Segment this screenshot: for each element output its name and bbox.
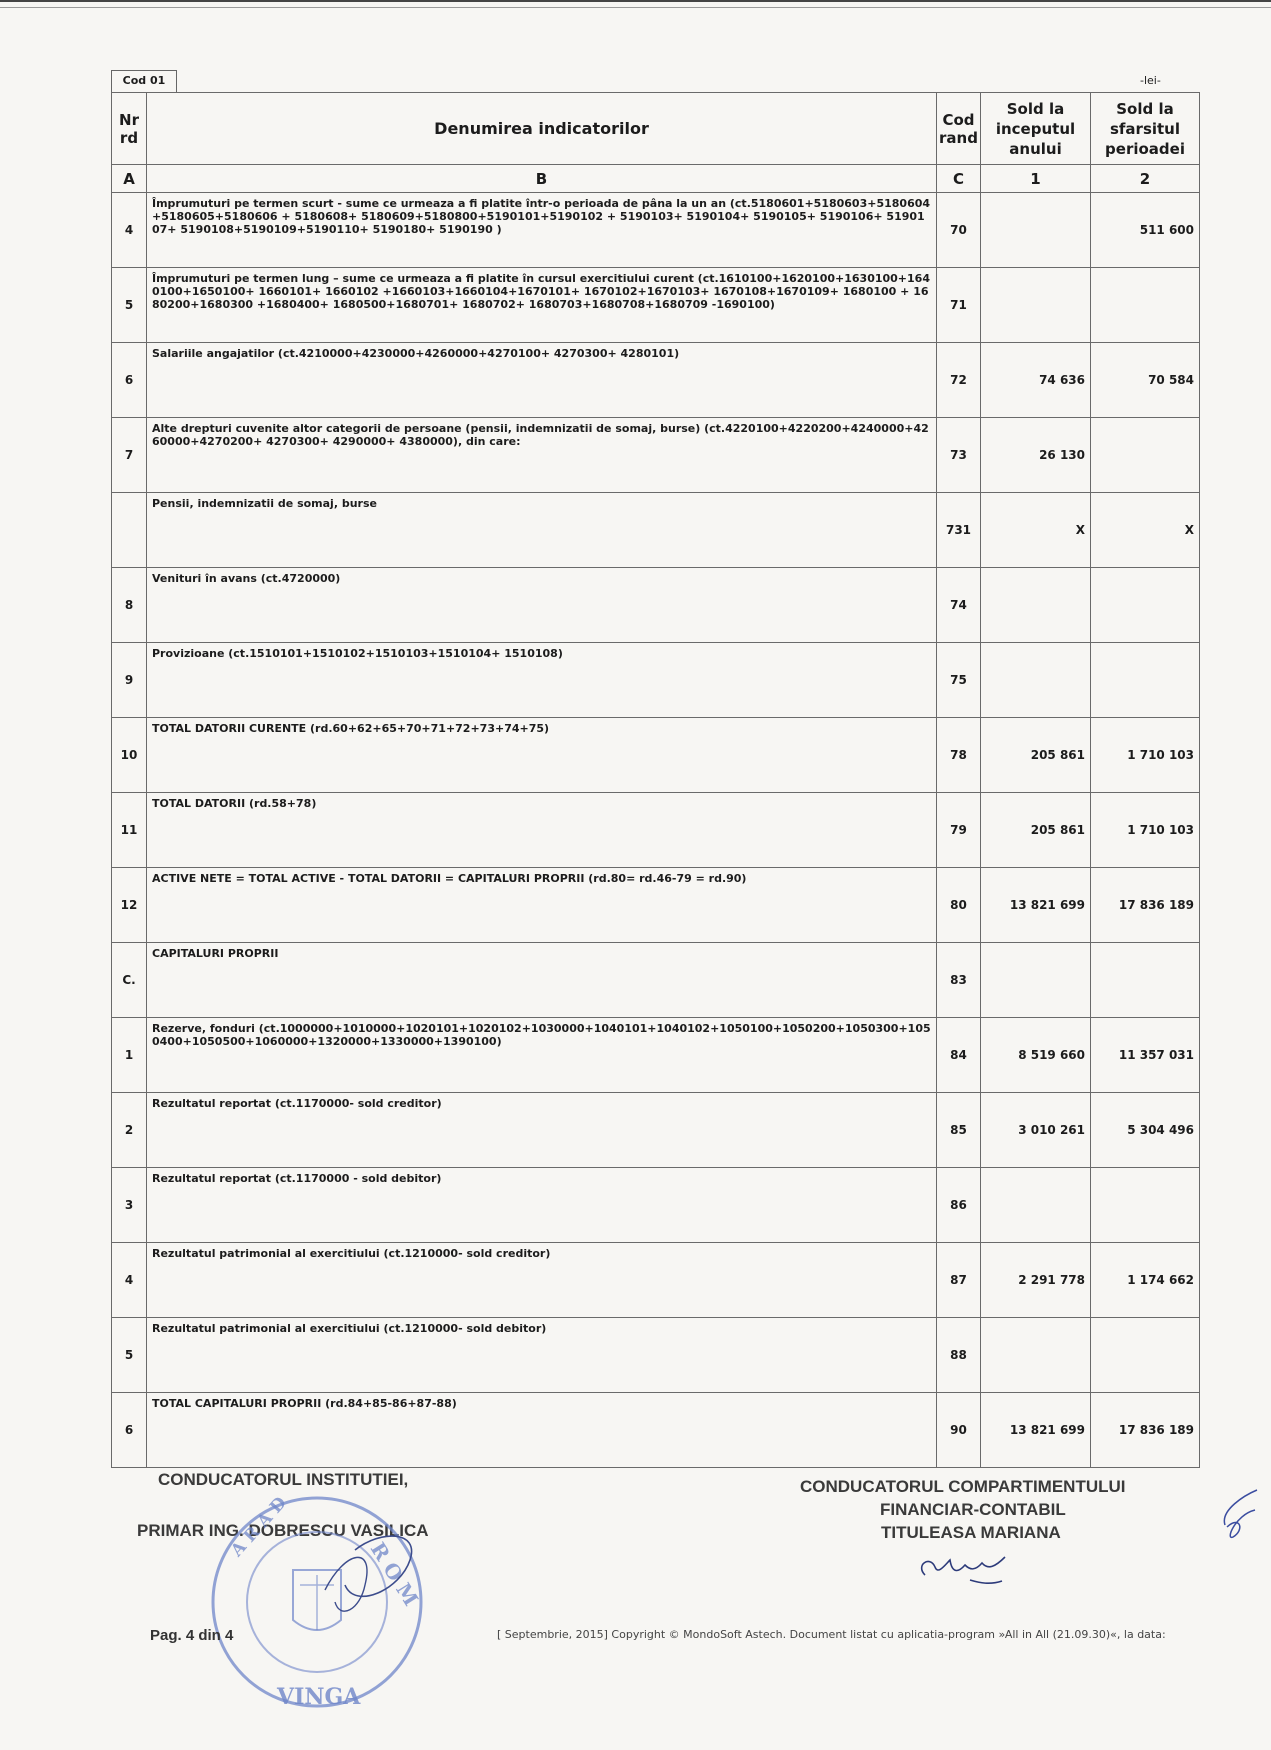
row-code: 88 — [937, 1318, 981, 1393]
row-sold-end — [1091, 1168, 1200, 1243]
row-sold-end — [1091, 268, 1200, 343]
svg-text:R O M: R O M — [365, 1537, 424, 1611]
row-sold-start: 13 821 699 — [981, 868, 1091, 943]
row-description: Salariile angajatilor (ct.4210000+4230000+4260000+4270100+ 4270300+ 4280101) — [147, 343, 937, 418]
row-sold-start: X — [981, 493, 1091, 568]
row-sold-start — [981, 943, 1091, 1018]
row-sold-start — [981, 568, 1091, 643]
row-sold-start: 13 821 699 — [981, 1393, 1091, 1468]
row-description: Venituri în avans (ct.4720000) — [147, 568, 937, 643]
col-letter: 2 — [1091, 165, 1200, 193]
row-nr: 6 — [112, 1393, 147, 1468]
table-row — [112, 193, 1200, 268]
col-header-nr: Nr rd — [112, 93, 147, 165]
col-letter: 1 — [981, 165, 1091, 193]
col-header-cod: Cod rand — [937, 93, 981, 165]
row-description: TOTAL DATORII (rd.58+78) — [147, 793, 937, 868]
left-signature-name: PRIMAR ING. DOBRESCU VASILICA — [137, 1521, 429, 1540]
row-nr: 9 — [112, 643, 147, 718]
row-nr — [112, 493, 147, 568]
row-nr: 2 — [112, 1093, 147, 1168]
row-code: 71 — [937, 268, 981, 343]
row-nr: 5 — [112, 268, 147, 343]
row-sold-end: 11 357 031 — [1091, 1018, 1200, 1093]
row-sold-end — [1091, 568, 1200, 643]
row-description: TOTAL DATORII CURENTE (rd.60+62+65+70+71+72+73+74+75) — [147, 718, 937, 793]
row-nr: 10 — [112, 718, 147, 793]
col-header-sold-start: Sold la inceputul anului — [981, 93, 1091, 165]
table-row — [112, 343, 1200, 418]
row-code: 80 — [937, 868, 981, 943]
row-code: 84 — [937, 1018, 981, 1093]
page-number: Pag. 4 din 4 — [150, 1627, 234, 1644]
row-sold-start: 3 010 261 — [981, 1093, 1091, 1168]
table-row — [112, 493, 1200, 568]
row-sold-start — [981, 1168, 1091, 1243]
row-sold-end: 1 174 662 — [1091, 1243, 1200, 1318]
row-description: CAPITALURI PROPRII — [147, 943, 937, 1018]
row-code: 83 — [937, 943, 981, 1018]
col-header-den: Denumirea indicatorilor — [147, 93, 937, 165]
row-nr: 4 — [112, 193, 147, 268]
row-code: 78 — [937, 718, 981, 793]
margin-initials-icon — [1215, 1485, 1265, 1545]
row-code: 72 — [937, 343, 981, 418]
table-row — [112, 418, 1200, 493]
row-nr: C. — [112, 943, 147, 1018]
row-code: 79 — [937, 793, 981, 868]
row-code: 86 — [937, 1168, 981, 1243]
row-description: Rezerve, fonduri (ct.1000000+1010000+1020101+1020102+1030000+1040101+1040102+1050100+1050200+1050300+1050400+1050500+1060000+1320000+1330000+1390100) — [147, 1018, 937, 1093]
row-code: 85 — [937, 1093, 981, 1168]
row-sold-start: 205 861 — [981, 793, 1091, 868]
row-sold-start: 26 130 — [981, 418, 1091, 493]
row-sold-end: 5 304 496 — [1091, 1093, 1200, 1168]
row-sold-end: 1 710 103 — [1091, 793, 1200, 868]
table-row — [112, 1093, 1200, 1168]
row-nr: 1 — [112, 1018, 147, 1093]
table-row — [112, 568, 1200, 643]
row-description: Împrumuturi pe termen lung – sume ce urmeaza a fi platite în cursul exercitiului curent (ct.1610100+1620100+1630100+1640100+1650100+ 1660101+ 1660102 +1660103+1660104+1670101+ 1670102+1670103+ 1670108+1670109+ 1680100 + 1680200+1680300 +1680400+ 1680500+1680701+ 1680702+ 1680703+1680708+1680709 -1690100) — [147, 268, 937, 343]
row-sold-end — [1091, 418, 1200, 493]
table-row — [112, 943, 1200, 1018]
table-row — [112, 1168, 1200, 1243]
table-row — [112, 268, 1200, 343]
row-nr: 8 — [112, 568, 147, 643]
col-letter: C — [937, 165, 981, 193]
row-description: TOTAL CAPITALURI PROPRII (rd.84+85-86+87-88) — [147, 1393, 937, 1468]
row-sold-start: 205 861 — [981, 718, 1091, 793]
table-row — [112, 868, 1200, 943]
row-sold-start — [981, 643, 1091, 718]
row-nr: 12 — [112, 868, 147, 943]
left-signature-title: CONDUCATORUL INSTITUTIEI, — [158, 1470, 409, 1489]
row-description: Împrumuturi pe termen scurt - sume ce urmeaza a fi platite într-o perioada de pâna la un an (ct.5180601+5180603+5180604+5180605+5180606 + 5180608+ 5180609+5180800+5190101+5190102 + 5190103+ 5190104+ 5190105+ 5190106+ 5190107+ 5190108+5190109+5190110+ 5190180+ 5190190 ) — [147, 193, 937, 268]
table-row — [112, 1243, 1200, 1318]
svg-text:A R A D: A R A D — [227, 1493, 291, 1561]
right-signature-subtitle: FINANCIAR-CONTABIL — [880, 1500, 1066, 1519]
handwritten-signature-icon — [910, 1545, 1030, 1590]
row-description: Pensii, indemnizatii de somaj, burse — [147, 493, 937, 568]
table-row — [112, 793, 1200, 868]
row-sold-end: 17 836 189 — [1091, 868, 1200, 943]
row-description: ACTIVE NETE = TOTAL ACTIVE - TOTAL DATORII = CAPITALURI PROPRII (rd.80= rd.46-79 = rd.90) — [147, 868, 937, 943]
row-sold-start — [981, 193, 1091, 268]
row-sold-start: 74 636 — [981, 343, 1091, 418]
right-signature-title: CONDUCATORUL COMPARTIMENTULUI — [800, 1477, 1126, 1496]
row-nr: 6 — [112, 343, 147, 418]
row-sold-start — [981, 1318, 1091, 1393]
row-sold-end: 70 584 — [1091, 343, 1200, 418]
row-nr: 11 — [112, 793, 147, 868]
row-description: Provizioane (ct.1510101+1510102+1510103+1510104+ 1510108) — [147, 643, 937, 718]
scan-top-line — [0, 7, 1271, 8]
row-sold-end: 1 710 103 — [1091, 718, 1200, 793]
form-code: Cod 01 — [111, 70, 177, 92]
row-description: Rezultatul reportat (ct.1170000- sold creditor) — [147, 1093, 937, 1168]
table-row — [112, 643, 1200, 718]
row-sold-end — [1091, 943, 1200, 1018]
currency-unit: -lei- — [1140, 74, 1161, 87]
row-sold-end: X — [1091, 493, 1200, 568]
table-row — [112, 1393, 1200, 1468]
row-code: 75 — [937, 643, 981, 718]
copyright-footer: [ Septembrie, 2015] Copyright © MondoSoft Astech. Document listat cu aplicatia-program »All in All (21.09.30)«, la data: — [497, 1628, 1166, 1641]
row-nr: 3 — [112, 1168, 147, 1243]
row-description: Rezultatul patrimonial al exercitiului (ct.1210000- sold debitor) — [147, 1318, 937, 1393]
row-code: 73 — [937, 418, 981, 493]
col-letter: B — [147, 165, 937, 193]
row-nr: 7 — [112, 418, 147, 493]
row-code: 90 — [937, 1393, 981, 1468]
row-code: 70 — [937, 193, 981, 268]
row-sold-end — [1091, 643, 1200, 718]
scan-top-border — [0, 0, 1271, 2]
row-code: 87 — [937, 1243, 981, 1318]
row-code: 74 — [937, 568, 981, 643]
row-description: Rezultatul patrimonial al exercitiului (ct.1210000- sold creditor) — [147, 1243, 937, 1318]
row-sold-end — [1091, 1318, 1200, 1393]
table-row — [112, 718, 1200, 793]
right-signature-name: TITULEASA MARIANA — [881, 1523, 1061, 1542]
table-row — [112, 1318, 1200, 1393]
row-sold-end: 511 600 — [1091, 193, 1200, 268]
col-header-sold-end: Sold la sfarsitul perioadei — [1091, 93, 1200, 165]
row-sold-start: 8 519 660 — [981, 1018, 1091, 1093]
official-stamp-icon — [205, 1490, 435, 1720]
col-letter: A — [112, 165, 147, 193]
row-description: Rezultatul reportat (ct.1170000 - sold debitor) — [147, 1168, 937, 1243]
row-description: Alte drepturi cuvenite altor categorii de persoane (pensii, indemnizatii de somaj, burse) (ct.4220100+4220200+4240000+4260000+4270200+ 4270300+ 4290000+ 4380000), din care: — [147, 418, 937, 493]
row-code: 731 — [937, 493, 981, 568]
row-sold-start — [981, 268, 1091, 343]
row-sold-start: 2 291 778 — [981, 1243, 1091, 1318]
balance-table — [111, 92, 1200, 1468]
row-nr: 5 — [112, 1318, 147, 1393]
row-nr: 4 — [112, 1243, 147, 1318]
svg-text:VINGA: VINGA — [277, 1684, 361, 1710]
row-sold-end: 17 836 189 — [1091, 1393, 1200, 1468]
table-row — [112, 1018, 1200, 1093]
